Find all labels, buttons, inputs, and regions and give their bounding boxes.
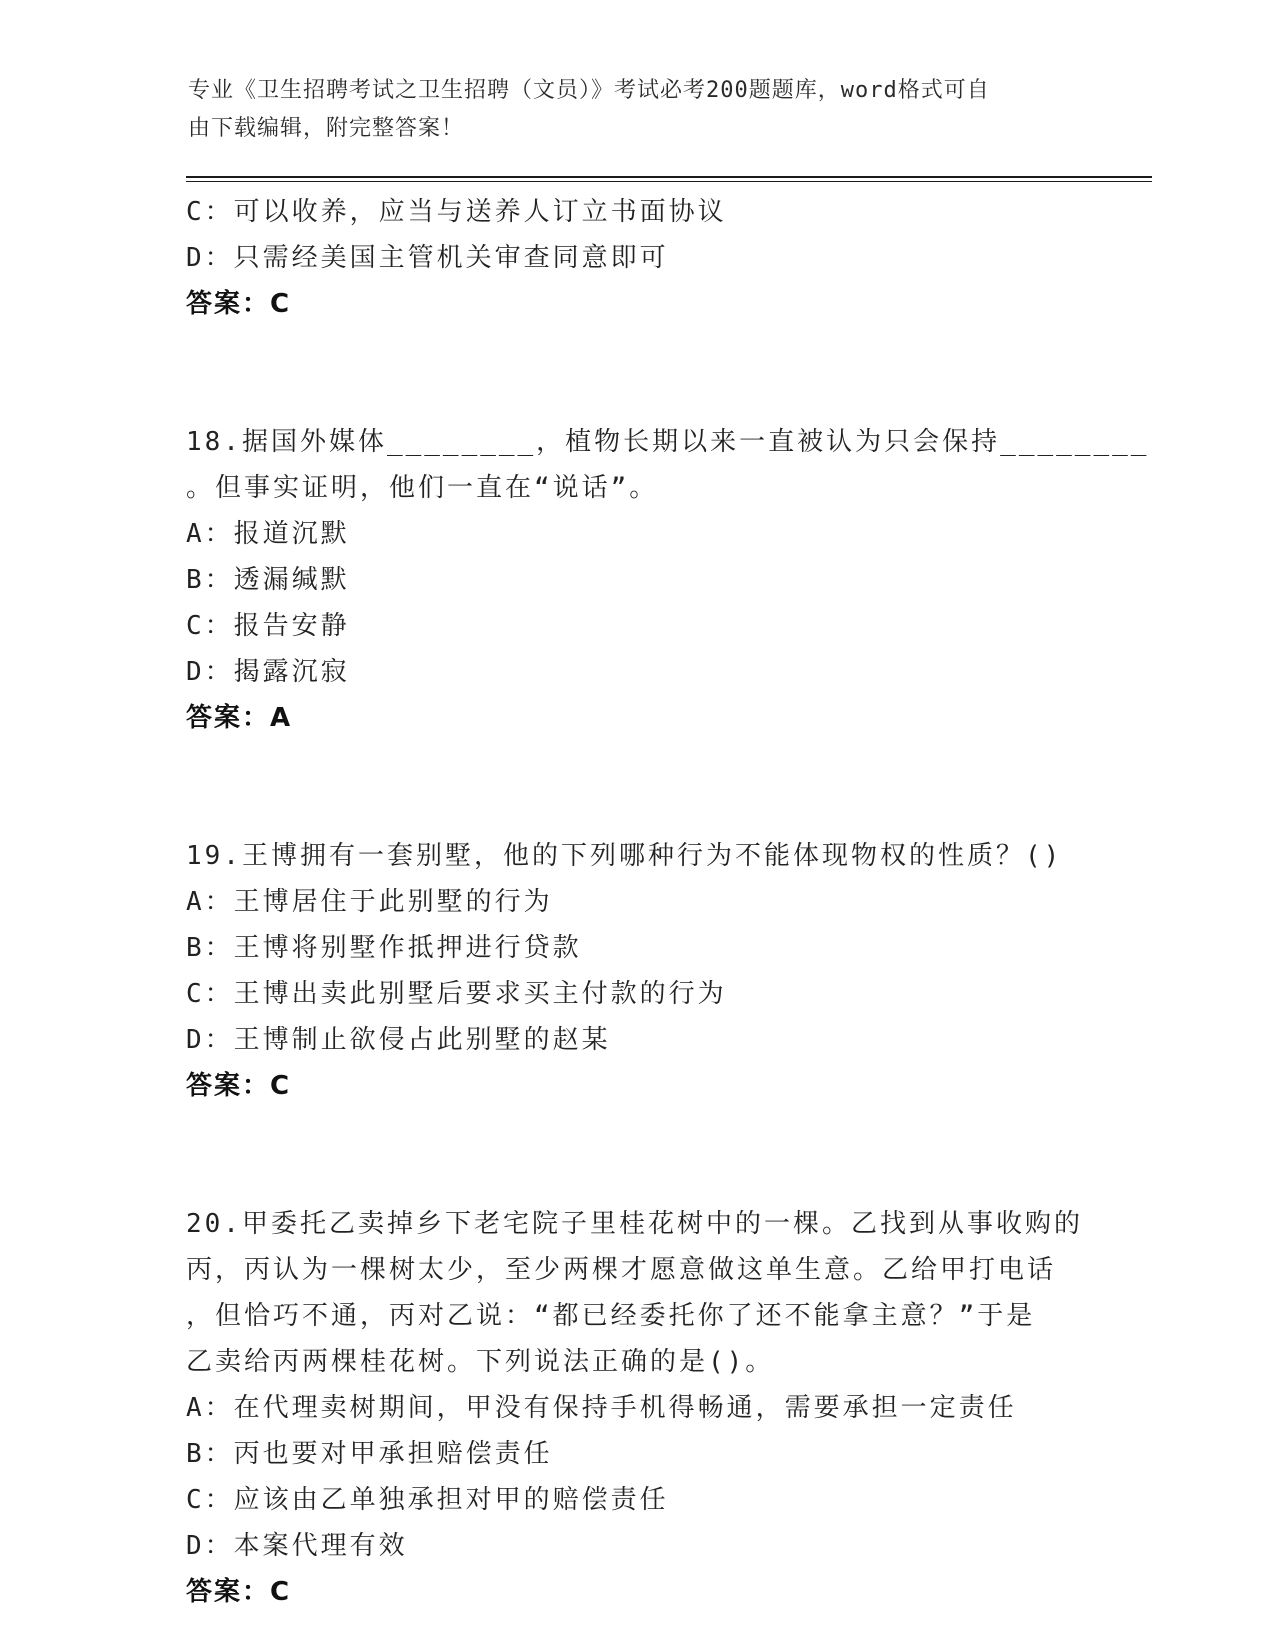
header-line-2: 由下载编辑，附完整答案！ (188, 116, 465, 141)
stem-line: 20.甲委托乙卖掉乡下老宅院子里桂花树中的一棵。乙找到从事收购的 (186, 1209, 1083, 1239)
question-stem (186, 833, 1086, 879)
option-a: A：报道沉默 (186, 519, 350, 549)
document-body (186, 189, 1150, 1615)
header-line-1: 专业《卫生招聘考试之卫生招聘（文员）》考试必考200题题库，word格式可自 (188, 78, 990, 103)
header-divider-thick (186, 176, 1152, 178)
option-d: D：王博制止欲侵占此别墅的赵某 (186, 1025, 611, 1055)
answer-line: 答案：C (186, 1577, 292, 1607)
option-b: B：王博将别墅作抵押进行贷款 (186, 933, 582, 963)
question-stem (186, 419, 1150, 511)
spacer (186, 327, 1086, 419)
stem-line: 乙卖给丙两棵桂花树。下列说法正确的是()。 (186, 1347, 775, 1377)
spacer (186, 741, 1086, 833)
spacer (186, 1109, 1086, 1201)
stem-line: 19.王博拥有一套别墅，他的下列哪种行为不能体现物权的性质？() (186, 841, 1063, 871)
option-c: C：报告安静 (186, 611, 350, 641)
option-d: D：本案代理有效 (186, 1531, 408, 1561)
option-d: D：揭露沉寂 (186, 657, 350, 687)
question-18 (186, 419, 1150, 741)
question-20 (186, 1201, 1086, 1615)
stem-line: ，但恰巧不通，丙对乙说：“都已经委托你了还不能拿主意？”于是 (186, 1301, 1036, 1331)
answer-line: 答案：A (186, 703, 293, 733)
document-header (188, 72, 1088, 148)
option-c: C：可以收养，应当与送养人订立书面协议 (186, 197, 727, 227)
question-17-continued (186, 189, 1086, 327)
stem-line: 丙，丙认为一棵树太少，至少两棵才愿意做这单生意。乙给甲打电话 (186, 1255, 1057, 1285)
option-b: B：透漏缄默 (186, 565, 350, 595)
header-divider-thin (186, 181, 1152, 182)
option-c: C：应该由乙单独承担对甲的赔偿责任 (186, 1485, 669, 1515)
option-a: A：在代理卖树期间，甲没有保持手机得畅通，需要承担一定责任 (186, 1393, 1017, 1423)
option-a: A：王博居住于此别墅的行为 (186, 887, 553, 917)
option-c: C：王博出卖此别墅后要求买主付款的行为 (186, 979, 727, 1009)
question-stem (186, 1201, 1086, 1385)
question-19 (186, 833, 1086, 1109)
option-d: D：只需经美国主管机关审查同意即可 (186, 243, 669, 273)
option-b: B：丙也要对甲承担赔偿责任 (186, 1439, 553, 1469)
stem-line: 18.据国外媒体________，植物长期以来一直被认为只会保持________ (186, 427, 1150, 457)
answer-line: 答案：C (186, 289, 292, 319)
answer-line: 答案：C (186, 1071, 292, 1101)
stem-line: 。但事实证明，他们一直在“说话”。 (186, 473, 659, 503)
